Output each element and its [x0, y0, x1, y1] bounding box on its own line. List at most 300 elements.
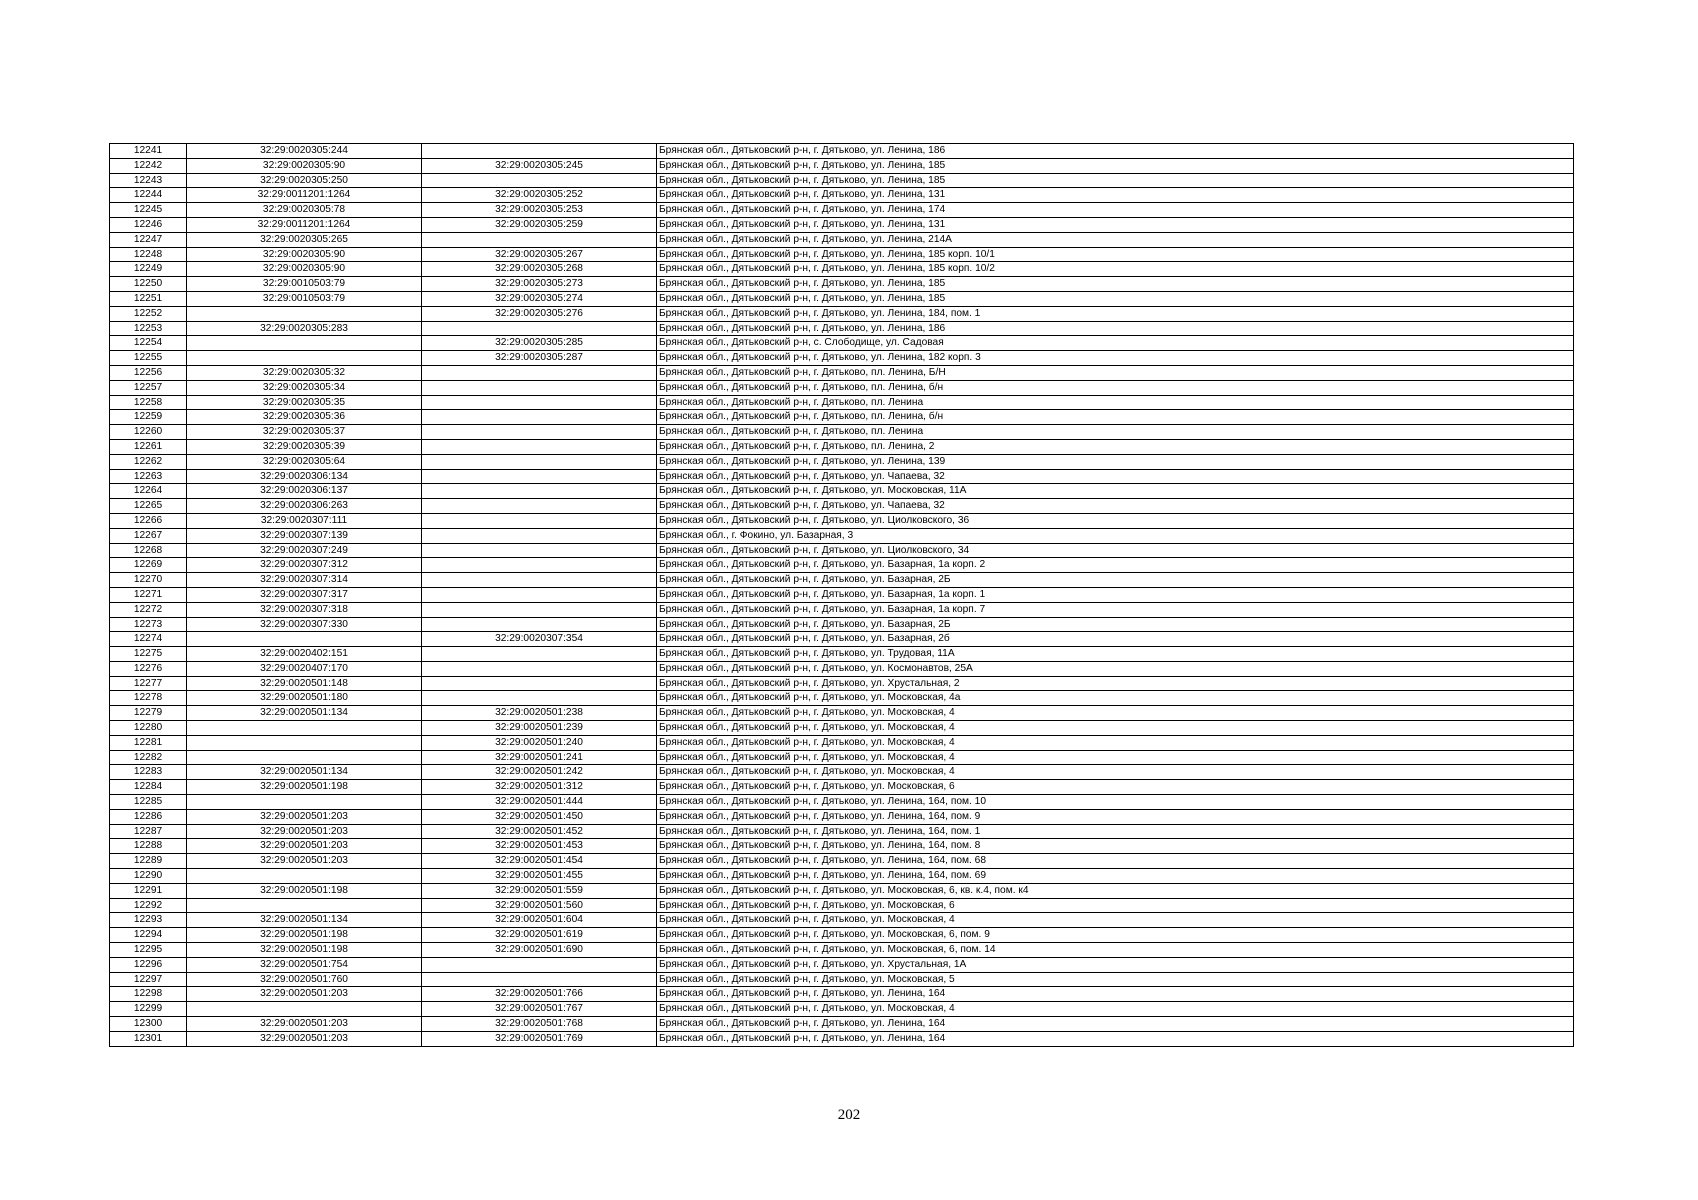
- row-number-cell: 12259: [110, 410, 187, 425]
- row-number-cell: 12283: [110, 765, 187, 780]
- address-cell: Брянская обл., Дятьковский р-н, г. Дятьково, ул. Ленина, 214А: [657, 232, 1574, 247]
- address-cell: Брянская обл., Дятьковский р-н, г. Дятьково, ул. Базарная, 2Б: [657, 617, 1574, 632]
- row-number-cell: 12255: [110, 351, 187, 366]
- table-row: [110, 883, 1574, 898]
- row-number-cell: 12298: [110, 987, 187, 1002]
- address-cell: Брянская обл., Дятьковский р-н, г. Дятьково, ул. Ленина, 164, пом. 1: [657, 824, 1574, 839]
- object-cadastral-number-cell: 32:29:0020305:285: [422, 336, 657, 351]
- table-row: [110, 721, 1574, 736]
- cadastral-number-cell: 32:29:0020501:203: [187, 809, 422, 824]
- row-number-cell: 12293: [110, 913, 187, 928]
- table-row: [110, 351, 1574, 366]
- table-row: [110, 203, 1574, 218]
- table-row: [110, 987, 1574, 1002]
- cadastral-number-cell: [187, 721, 422, 736]
- row-number-cell: 12271: [110, 587, 187, 602]
- object-cadastral-number-cell: 32:29:0020501:768: [422, 1017, 657, 1032]
- address-cell: Брянская обл., Дятьковский р-н, г. Дятьково, ул. Ленина, 185 корп. 10/1: [657, 247, 1574, 262]
- object-cadastral-number-cell: 32:29:0020501:242: [422, 765, 657, 780]
- address-cell: Брянская обл., Дятьковский р-н, г. Дятьково, ул. Ленина, 164, пом. 68: [657, 854, 1574, 869]
- address-cell: Брянская обл., Дятьковский р-н, г. Дятьково, ул. Ленина, 186: [657, 321, 1574, 336]
- row-number-cell: 12253: [110, 321, 187, 336]
- row-number-cell: 12299: [110, 1002, 187, 1017]
- row-number-cell: 12288: [110, 839, 187, 854]
- cadastral-number-cell: [187, 735, 422, 750]
- address-cell: Брянская обл., Дятьковский р-н, г. Дятьково, ул. Ленина, 185: [657, 277, 1574, 292]
- row-number-cell: 12291: [110, 883, 187, 898]
- table-row: [110, 336, 1574, 351]
- cadastral-number-cell: [187, 795, 422, 810]
- cadastral-number-cell: 32:29:0020307:318: [187, 602, 422, 617]
- row-number-cell: 12263: [110, 469, 187, 484]
- object-cadastral-number-cell: [422, 232, 657, 247]
- object-cadastral-number-cell: 32:29:0020501:238: [422, 706, 657, 721]
- table-row: [110, 750, 1574, 765]
- object-cadastral-number-cell: 32:29:0020305:287: [422, 351, 657, 366]
- object-cadastral-number-cell: 32:29:0020305:252: [422, 188, 657, 203]
- row-number-cell: 12252: [110, 306, 187, 321]
- row-number-cell: 12258: [110, 395, 187, 410]
- table-row: [110, 1002, 1574, 1017]
- cadastral-number-cell: 32:29:0020305:64: [187, 454, 422, 469]
- table-row: [110, 795, 1574, 810]
- row-number-cell: 12275: [110, 647, 187, 662]
- object-cadastral-number-cell: 32:29:0020501:454: [422, 854, 657, 869]
- registry-sheet: [109, 143, 1574, 1047]
- cadastral-number-cell: 32:29:0020307:312: [187, 558, 422, 573]
- address-cell: Брянская обл., Дятьковский р-н, г. Дятьково, ул. Московская, 6, кв. к.4, пом. к4: [657, 883, 1574, 898]
- cadastral-number-cell: [187, 351, 422, 366]
- cadastral-number-cell: 32:29:0020305:35: [187, 395, 422, 410]
- address-cell: Брянская обл., Дятьковский р-н, г. Дятьково, ул. Ленина, 184, пом. 1: [657, 306, 1574, 321]
- cadastral-number-cell: 32:29:0010503:79: [187, 277, 422, 292]
- object-cadastral-number-cell: [422, 499, 657, 514]
- object-cadastral-number-cell: [422, 602, 657, 617]
- row-number-cell: 12286: [110, 809, 187, 824]
- object-cadastral-number-cell: 32:29:0020501:604: [422, 913, 657, 928]
- table-row: [110, 410, 1574, 425]
- table-row: [110, 691, 1574, 706]
- object-cadastral-number-cell: [422, 173, 657, 188]
- object-cadastral-number-cell: 32:29:0020305:276: [422, 306, 657, 321]
- row-number-cell: 12244: [110, 188, 187, 203]
- row-number-cell: 12281: [110, 735, 187, 750]
- object-cadastral-number-cell: 32:29:0020501:312: [422, 780, 657, 795]
- row-number-cell: 12287: [110, 824, 187, 839]
- address-cell: Брянская обл., Дятьковский р-н, г. Дятьково, ул. Московская, 6, пом. 14: [657, 943, 1574, 958]
- table-row: [110, 809, 1574, 824]
- object-cadastral-number-cell: [422, 365, 657, 380]
- object-cadastral-number-cell: [422, 573, 657, 588]
- row-number-cell: 12262: [110, 454, 187, 469]
- table-row: [110, 573, 1574, 588]
- object-cadastral-number-cell: 32:29:0020305:268: [422, 262, 657, 277]
- cadastral-number-cell: [187, 869, 422, 884]
- address-cell: Брянская обл., Дятьковский р-н, г. Дятьково, ул. Московская, 6: [657, 780, 1574, 795]
- object-cadastral-number-cell: 32:29:0020501:559: [422, 883, 657, 898]
- table-row: [110, 913, 1574, 928]
- table-row: [110, 824, 1574, 839]
- row-number-cell: 12274: [110, 632, 187, 647]
- object-cadastral-number-cell: 32:29:0020501:453: [422, 839, 657, 854]
- address-cell: Брянская обл., Дятьковский р-н, г. Дятьково, ул. Московская, 6, пом. 9: [657, 928, 1574, 943]
- table-row: [110, 528, 1574, 543]
- row-number-cell: 12264: [110, 484, 187, 499]
- address-cell: Брянская обл., Дятьковский р-н, г. Дятьково, ул. Ленина, 164, пом. 9: [657, 809, 1574, 824]
- object-cadastral-number-cell: 32:29:0020307:354: [422, 632, 657, 647]
- row-number-cell: 12273: [110, 617, 187, 632]
- address-cell: Брянская обл., Дятьковский р-н, г. Дятьково, ул. Ленина, 185: [657, 173, 1574, 188]
- object-cadastral-number-cell: 32:29:0020305:259: [422, 217, 657, 232]
- cadastral-number-cell: 32:29:0020305:34: [187, 380, 422, 395]
- cadastral-number-cell: 32:29:0020305:250: [187, 173, 422, 188]
- cadastral-number-cell: 32:29:0020501:134: [187, 706, 422, 721]
- cadastral-number-cell: 32:29:0020307:330: [187, 617, 422, 632]
- row-number-cell: 12284: [110, 780, 187, 795]
- cadastral-number-cell: 32:29:0020307:317: [187, 587, 422, 602]
- address-cell: Брянская обл., Дятьковский р-н, г. Дятьково, ул. Московская, 4: [657, 721, 1574, 736]
- address-cell: Брянская обл., г. Фокино, ул. Базарная, 3: [657, 528, 1574, 543]
- object-cadastral-number-cell: 32:29:0020501:767: [422, 1002, 657, 1017]
- address-cell: Брянская обл., Дятьковский р-н, г. Дятьково, ул. Трудовая, 11А: [657, 647, 1574, 662]
- cadastral-number-cell: 32:29:0010503:79: [187, 291, 422, 306]
- cadastral-number-cell: 32:29:0011201:1264: [187, 188, 422, 203]
- row-number-cell: 12246: [110, 217, 187, 232]
- cadastral-number-cell: 32:29:0020501:198: [187, 943, 422, 958]
- cadastral-number-cell: 32:29:0020501:203: [187, 1031, 422, 1046]
- row-number-cell: 12268: [110, 543, 187, 558]
- object-cadastral-number-cell: 32:29:0020501:241: [422, 750, 657, 765]
- address-cell: Брянская обл., Дятьковский р-н, г. Дятьково, ул. Базарная, 1а корп. 1: [657, 587, 1574, 602]
- object-cadastral-number-cell: 32:29:0020501:240: [422, 735, 657, 750]
- address-cell: Брянская обл., Дятьковский р-н, г. Дятьково, пл. Ленина, 2: [657, 439, 1574, 454]
- cadastral-number-cell: 32:29:0020307:314: [187, 573, 422, 588]
- row-number-cell: 12295: [110, 943, 187, 958]
- object-cadastral-number-cell: 32:29:0020501:690: [422, 943, 657, 958]
- table-row: [110, 425, 1574, 440]
- table-row: [110, 484, 1574, 499]
- table-row: [110, 469, 1574, 484]
- table-row: [110, 188, 1574, 203]
- object-cadastral-number-cell: [422, 676, 657, 691]
- address-cell: Брянская обл., Дятьковский р-н, г. Дятьково, ул. Хрустальная, 1А: [657, 957, 1574, 972]
- page-number: 202: [837, 1107, 861, 1123]
- cadastral-number-cell: 32:29:0020305:37: [187, 425, 422, 440]
- cadastral-number-cell: 32:29:0020501:134: [187, 765, 422, 780]
- address-cell: Брянская обл., Дятьковский р-н, г. Дятьково, ул. Ленина, 164: [657, 987, 1574, 1002]
- row-number-cell: 12270: [110, 573, 187, 588]
- cadastral-number-cell: [187, 750, 422, 765]
- table-row: [110, 158, 1574, 173]
- address-cell: Брянская обл., Дятьковский р-н, г. Дятьково, ул. Ленина, 185: [657, 158, 1574, 173]
- address-cell: Брянская обл., Дятьковский р-н, г. Дятьково, ул. Ленина, 139: [657, 454, 1574, 469]
- row-number-cell: 12247: [110, 232, 187, 247]
- cadastral-number-cell: 32:29:0020501:203: [187, 854, 422, 869]
- table-row: [110, 943, 1574, 958]
- address-cell: Брянская обл., Дятьковский р-н, г. Дятьково, ул. Чапаева, 32: [657, 499, 1574, 514]
- cadastral-number-cell: 32:29:0020501:203: [187, 839, 422, 854]
- address-cell: Брянская обл., Дятьковский р-н, г. Дятьково, ул. Московская, 4: [657, 706, 1574, 721]
- cadastral-number-cell: [187, 632, 422, 647]
- cadastral-number-cell: 32:29:0020306:137: [187, 484, 422, 499]
- table-row: [110, 306, 1574, 321]
- object-cadastral-number-cell: [422, 691, 657, 706]
- cadastral-number-cell: [187, 336, 422, 351]
- table-row: [110, 928, 1574, 943]
- table-row: [110, 661, 1574, 676]
- object-cadastral-number-cell: [422, 513, 657, 528]
- address-cell: Брянская обл., Дятьковский р-н, г. Дятьково, ул. Московская, 4а: [657, 691, 1574, 706]
- table-row: [110, 957, 1574, 972]
- cadastral-number-cell: 32:29:0011201:1264: [187, 217, 422, 232]
- table-row: [110, 513, 1574, 528]
- object-cadastral-number-cell: [422, 321, 657, 336]
- object-cadastral-number-cell: [422, 469, 657, 484]
- table-row: [110, 898, 1574, 913]
- table-row: [110, 499, 1574, 514]
- cadastral-number-cell: 32:29:0020501:180: [187, 691, 422, 706]
- row-number-cell: 12300: [110, 1017, 187, 1032]
- cadastral-number-cell: 32:29:0020305:244: [187, 144, 422, 159]
- cadastral-number-cell: [187, 306, 422, 321]
- row-number-cell: 12256: [110, 365, 187, 380]
- row-number-cell: 12282: [110, 750, 187, 765]
- cadastral-number-cell: 32:29:0020402:151: [187, 647, 422, 662]
- table-row: [110, 632, 1574, 647]
- object-cadastral-number-cell: [422, 395, 657, 410]
- cadastral-number-cell: 32:29:0020305:283: [187, 321, 422, 336]
- object-cadastral-number-cell: 32:29:0020305:273: [422, 277, 657, 292]
- table-row: [110, 232, 1574, 247]
- table-row: [110, 706, 1574, 721]
- table-row: [110, 247, 1574, 262]
- address-cell: Брянская обл., Дятьковский р-н, г. Дятьково, пл. Ленина: [657, 425, 1574, 440]
- table-row: [110, 321, 1574, 336]
- object-cadastral-number-cell: [422, 647, 657, 662]
- row-number-cell: 12248: [110, 247, 187, 262]
- registry-table-body: [110, 144, 1574, 1047]
- row-number-cell: 12269: [110, 558, 187, 573]
- address-cell: Брянская обл., Дятьковский р-н, г. Дятьково, пл. Ленина, б/н: [657, 380, 1574, 395]
- row-number-cell: 12254: [110, 336, 187, 351]
- cadastral-number-cell: 32:29:0020501:134: [187, 913, 422, 928]
- cadastral-number-cell: 32:29:0020501:148: [187, 676, 422, 691]
- cadastral-number-cell: 32:29:0020306:263: [187, 499, 422, 514]
- address-cell: Брянская обл., Дятьковский р-н, г. Дятьково, ул. Ленина, 185 корп. 10/2: [657, 262, 1574, 277]
- address-cell: Брянская обл., Дятьковский р-н, г. Дятьково, ул. Ленина, 164, пом. 69: [657, 869, 1574, 884]
- address-cell: Брянская обл., Дятьковский р-н, г. Дятьково, ул. Базарная, 1а корп. 2: [657, 558, 1574, 573]
- object-cadastral-number-cell: 32:29:0020305:274: [422, 291, 657, 306]
- row-number-cell: 12278: [110, 691, 187, 706]
- table-row: [110, 144, 1574, 159]
- row-number-cell: 12241: [110, 144, 187, 159]
- cadastral-number-cell: 32:29:0020307:139: [187, 528, 422, 543]
- table-row: [110, 558, 1574, 573]
- table-row: [110, 454, 1574, 469]
- row-number-cell: 12289: [110, 854, 187, 869]
- address-cell: Брянская обл., Дятьковский р-н, г. Дятьково, ул. Ленина, 185: [657, 291, 1574, 306]
- address-cell: Брянская обл., Дятьковский р-н, г. Дятьково, ул. Базарная, 2б: [657, 632, 1574, 647]
- table-row: [110, 365, 1574, 380]
- object-cadastral-number-cell: 32:29:0020305:245: [422, 158, 657, 173]
- row-number-cell: 12301: [110, 1031, 187, 1046]
- cadastral-number-cell: 32:29:0020306:134: [187, 469, 422, 484]
- cadastral-number-cell: 32:29:0020501:198: [187, 928, 422, 943]
- table-row: [110, 854, 1574, 869]
- registry-table: [109, 143, 1574, 1047]
- table-row: [110, 735, 1574, 750]
- cadastral-number-cell: 32:29:0020501:203: [187, 824, 422, 839]
- object-cadastral-number-cell: [422, 144, 657, 159]
- address-cell: Брянская обл., Дятьковский р-н, г. Дятьково, ул. Московская, 4: [657, 913, 1574, 928]
- table-row: [110, 291, 1574, 306]
- cadastral-number-cell: 32:29:0020305:36: [187, 410, 422, 425]
- row-number-cell: 12292: [110, 898, 187, 913]
- cadastral-number-cell: 32:29:0020501:203: [187, 987, 422, 1002]
- row-number-cell: 12261: [110, 439, 187, 454]
- object-cadastral-number-cell: [422, 410, 657, 425]
- table-row: [110, 587, 1574, 602]
- table-row: [110, 543, 1574, 558]
- object-cadastral-number-cell: 32:29:0020501:444: [422, 795, 657, 810]
- row-number-cell: 12294: [110, 928, 187, 943]
- object-cadastral-number-cell: 32:29:0020501:769: [422, 1031, 657, 1046]
- address-cell: Брянская обл., Дятьковский р-н, г. Дятьково, ул. Ленина, 164: [657, 1017, 1574, 1032]
- address-cell: Брянская обл., Дятьковский р-н, г. Дятьково, ул. Чапаева, 32: [657, 469, 1574, 484]
- address-cell: Брянская обл., Дятьковский р-н, г. Дятьково, пл. Ленина, Б/Н: [657, 365, 1574, 380]
- address-cell: Брянская обл., Дятьковский р-н, г. Дятьково, ул. Московская, 11А: [657, 484, 1574, 499]
- row-number-cell: 12296: [110, 957, 187, 972]
- row-number-cell: 12251: [110, 291, 187, 306]
- table-row: [110, 617, 1574, 632]
- object-cadastral-number-cell: [422, 587, 657, 602]
- object-cadastral-number-cell: [422, 484, 657, 499]
- cadastral-number-cell: [187, 1002, 422, 1017]
- row-number-cell: 12277: [110, 676, 187, 691]
- address-cell: Брянская обл., Дятьковский р-н, г. Дятьково, ул. Ленина, 174: [657, 203, 1574, 218]
- row-number-cell: 12245: [110, 203, 187, 218]
- cadastral-number-cell: 32:29:0020305:90: [187, 247, 422, 262]
- row-number-cell: 12242: [110, 158, 187, 173]
- object-cadastral-number-cell: [422, 957, 657, 972]
- table-row: [110, 217, 1574, 232]
- table-row: [110, 277, 1574, 292]
- address-cell: Брянская обл., Дятьковский р-н, г. Дятьково, ул. Циолковского, 36: [657, 513, 1574, 528]
- object-cadastral-number-cell: [422, 454, 657, 469]
- address-cell: Брянская обл., Дятьковский р-н, г. Дятьково, ул. Ленина, 164, пом. 8: [657, 839, 1574, 854]
- row-number-cell: 12266: [110, 513, 187, 528]
- cadastral-number-cell: 32:29:0020501:198: [187, 883, 422, 898]
- cadastral-number-cell: 32:29:0020307:249: [187, 543, 422, 558]
- address-cell: Брянская обл., Дятьковский р-н, г. Дятьково, ул. Ленина, 186: [657, 144, 1574, 159]
- object-cadastral-number-cell: [422, 380, 657, 395]
- table-row: [110, 439, 1574, 454]
- cadastral-number-cell: 32:29:0020305:78: [187, 203, 422, 218]
- row-number-cell: 12265: [110, 499, 187, 514]
- table-row: [110, 380, 1574, 395]
- cadastral-number-cell: 32:29:0020501:198: [187, 780, 422, 795]
- row-number-cell: 12243: [110, 173, 187, 188]
- table-row: [110, 602, 1574, 617]
- address-cell: Брянская обл., Дятьковский р-н, г. Дятьково, ул. Ленина, 182 корп. 3: [657, 351, 1574, 366]
- cadastral-number-cell: 32:29:0020305:32: [187, 365, 422, 380]
- address-cell: Брянская обл., Дятьковский р-н, г. Дятьково, ул. Базарная, 2Б: [657, 573, 1574, 588]
- row-number-cell: 12267: [110, 528, 187, 543]
- row-number-cell: 12257: [110, 380, 187, 395]
- address-cell: Брянская обл., Дятьковский р-н, г. Дятьково, ул. Московская, 5: [657, 972, 1574, 987]
- table-row: [110, 839, 1574, 854]
- object-cadastral-number-cell: 32:29:0020501:560: [422, 898, 657, 913]
- address-cell: Брянская обл., Дятьковский р-н, г. Дятьково, ул. Ленина, 164, пом. 10: [657, 795, 1574, 810]
- row-number-cell: 12279: [110, 706, 187, 721]
- object-cadastral-number-cell: [422, 439, 657, 454]
- address-cell: Брянская обл., Дятьковский р-н, г. Дятьково, пл. Ленина: [657, 395, 1574, 410]
- row-number-cell: 12250: [110, 277, 187, 292]
- object-cadastral-number-cell: [422, 528, 657, 543]
- table-row: [110, 173, 1574, 188]
- object-cadastral-number-cell: 32:29:0020501:452: [422, 824, 657, 839]
- row-number-cell: 12272: [110, 602, 187, 617]
- object-cadastral-number-cell: [422, 425, 657, 440]
- table-row: [110, 869, 1574, 884]
- address-cell: Брянская обл., Дятьковский р-н, г. Дятьково, ул. Базарная, 1а корп. 7: [657, 602, 1574, 617]
- object-cadastral-number-cell: [422, 558, 657, 573]
- object-cadastral-number-cell: [422, 661, 657, 676]
- row-number-cell: 12285: [110, 795, 187, 810]
- cadastral-number-cell: 32:29:0020305:90: [187, 262, 422, 277]
- object-cadastral-number-cell: [422, 617, 657, 632]
- address-cell: Брянская обл., Дятьковский р-н, г. Дятьково, ул. Ленина, 164: [657, 1031, 1574, 1046]
- object-cadastral-number-cell: 32:29:0020501:619: [422, 928, 657, 943]
- address-cell: Брянская обл., Дятьковский р-н, г. Дятьково, ул. Космонавтов, 25А: [657, 661, 1574, 676]
- cadastral-number-cell: 32:29:0020501:203: [187, 1017, 422, 1032]
- object-cadastral-number-cell: 32:29:0020501:766: [422, 987, 657, 1002]
- address-cell: Брянская обл., Дятьковский р-н, с. Слободище, ул. Садовая: [657, 336, 1574, 351]
- cadastral-number-cell: 32:29:0020305:90: [187, 158, 422, 173]
- table-row: [110, 262, 1574, 277]
- address-cell: Брянская обл., Дятьковский р-н, г. Дятьково, ул. Московская, 4: [657, 765, 1574, 780]
- address-cell: Брянская обл., Дятьковский р-н, г. Дятьково, пл. Ленина, б/н: [657, 410, 1574, 425]
- table-row: [110, 780, 1574, 795]
- address-cell: Брянская обл., Дятьковский р-н, г. Дятьково, ул. Циолковского, 34: [657, 543, 1574, 558]
- table-row: [110, 1031, 1574, 1046]
- address-cell: Брянская обл., Дятьковский р-н, г. Дятьково, ул. Хрустальная, 2: [657, 676, 1574, 691]
- cadastral-number-cell: 32:29:0020501:754: [187, 957, 422, 972]
- table-row: [110, 765, 1574, 780]
- cadastral-number-cell: [187, 898, 422, 913]
- cadastral-number-cell: 32:29:0020307:111: [187, 513, 422, 528]
- table-row: [110, 1017, 1574, 1032]
- object-cadastral-number-cell: [422, 972, 657, 987]
- address-cell: Брянская обл., Дятьковский р-н, г. Дятьково, ул. Московская, 4: [657, 1002, 1574, 1017]
- object-cadastral-number-cell: 32:29:0020305:253: [422, 203, 657, 218]
- cadastral-number-cell: 32:29:0020407:170: [187, 661, 422, 676]
- row-number-cell: 12249: [110, 262, 187, 277]
- row-number-cell: 12290: [110, 869, 187, 884]
- object-cadastral-number-cell: 32:29:0020501:239: [422, 721, 657, 736]
- address-cell: Брянская обл., Дятьковский р-н, г. Дятьково, ул. Московская, 4: [657, 735, 1574, 750]
- table-row: [110, 395, 1574, 410]
- address-cell: Брянская обл., Дятьковский р-н, г. Дятьково, ул. Московская, 6: [657, 898, 1574, 913]
- object-cadastral-number-cell: 32:29:0020501:455: [422, 869, 657, 884]
- cadastral-number-cell: 32:29:0020305:265: [187, 232, 422, 247]
- row-number-cell: 12276: [110, 661, 187, 676]
- row-number-cell: 12260: [110, 425, 187, 440]
- object-cadastral-number-cell: [422, 543, 657, 558]
- table-row: [110, 972, 1574, 987]
- row-number-cell: 12280: [110, 721, 187, 736]
- address-cell: Брянская обл., Дятьковский р-н, г. Дятьково, ул. Ленина, 131: [657, 188, 1574, 203]
